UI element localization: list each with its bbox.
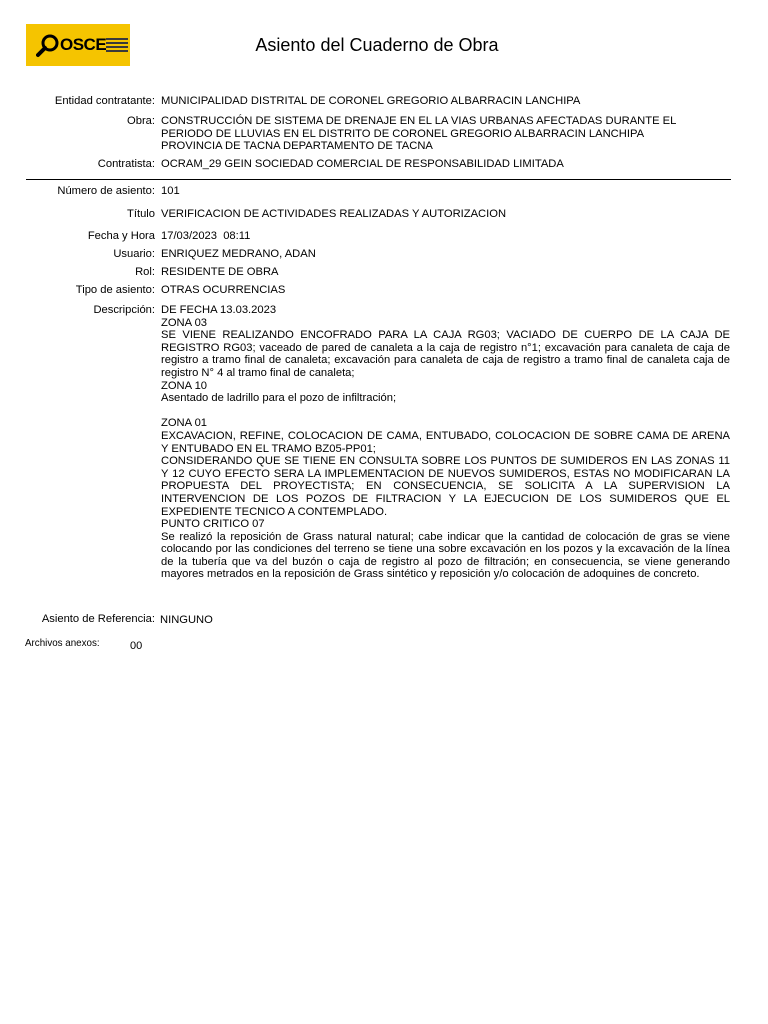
rol-label: Rol: <box>135 266 155 278</box>
annex-value: 00 <box>130 640 143 652</box>
fecha-value: 17/03/2023 08:11 <box>161 230 251 242</box>
usuario-value: ENRIQUEZ MEDRANO, ADAN <box>161 248 316 260</box>
numero-label: Número de asiento: <box>57 185 155 197</box>
annex-label: Archivos anexos: <box>25 638 100 649</box>
obra-value: CONSTRUCCIÓN DE SISTEMA DE DRENAJE EN EL LA VIAS URBANAS AFECTADAS DURANTE EL PERIODO DE LLUVIAS EN EL DISTRITO DE CORONEL GREGORIO ALBARRACIN LANCHIPA PROVINCIA DE TACNA DEPARTAMENTO DE TACNA <box>161 115 676 153</box>
numero-value: 101 <box>161 185 180 197</box>
tipo-label: Tipo de asiento: <box>75 284 155 296</box>
fecha-label: Fecha y Hora <box>87 230 155 242</box>
referencia-label: Asiento de Referencia: <box>41 613 155 625</box>
entidad-value: MUNICIPALIDAD DISTRITAL DE CORONEL GREGORIO ALBARRACIN LANCHIPA <box>161 95 581 107</box>
tipo-value: OTRAS OCURRENCIAS <box>161 284 286 296</box>
entidad-label: Entidad contratante: <box>54 95 155 107</box>
titulo-value: VERIFICACION DE ACTIVIDADES REALIZADAS Y AUTORIZACION <box>161 208 507 220</box>
obra-label: Obra: <box>127 115 155 127</box>
descripcion-value: DE FECHA 13.03.2023 ZONA 03 SE VIENE REALIZANDO ENCOFRADO PARA LA CAJA RG03; VACIADO DE CUERPO DE LA CAJA DE REGISTRO RG03; vaceado de pared de canaleta a la caja de registro n°1; excavación para canaleta de caja de registro a tramo final de canaleta; excavación para canaleta de caja de registro a tramo final de canaleta caja de registro N° 4 al tramo final de canaleta; ZONA 10 Asentado de ladrillo para el pozo de infiltración; ZONA 01 EXCAVACION, REFINE, COLOCACION DE CAMA, ENTUBADO, COLOCACION DE SOBRE CAMA DE ARENA Y ENTUBADO EN EL TRAMO BZ05-PP01; CONSIDERANDO QUE SE TIENE EN CONSULTA SOBRE LOS PUNTOS DE SUMIDEROS EN LAS ZONAS 11 Y 12 CUYO EFECTO SERA LA IMPLEMENTACION DE NUEVOS SUMIDEROS, ESTAS NO MODIFICARAN LA PROPUESTA DEL PROYECTISTA; EN CONSECUENCIA, SE SOLICITA A LA SUPERVISION LA INTERVENCION DE LOS POZOS DE FILTRACION Y LA EJECUCION DE LOS SUMIDEROS QUE EL EXPEDIENTE TECNICO A CONTEMPLADO. PUNTO CRITICO 07 Se realizó la reposición de Grass natural natural; cabe indicar que la cantidad de colocación de gras se viene colocando por las condiciones del terreno se tiene una sobre excavación en los pozos y la excavación de la línea de la tubería que va del buzón o caja de registro al pozo de filtración; en consecuencia, se viene generando mayores metrados en la reposición de Grass sintético y reposición y/o colocación de adoquines de concreto. <box>161 304 730 581</box>
contratista-value: OCRAM_29 GEIN SOCIEDAD COMERCIAL DE RESPONSABILIDAD LIMITADA <box>161 158 564 170</box>
contratista-label: Contratista: <box>97 158 155 170</box>
rol-value: RESIDENTE DE OBRA <box>161 266 279 278</box>
titulo-label: Título <box>127 208 155 220</box>
referencia-value: NINGUNO <box>160 614 213 626</box>
logo-text: OSCE <box>60 35 107 54</box>
page-title: Asiento del Cuaderno de Obra <box>255 35 499 55</box>
descripcion-label: Descripción: <box>93 304 155 316</box>
usuario-label: Usuario: <box>113 248 155 260</box>
header-divider <box>26 179 731 180</box>
